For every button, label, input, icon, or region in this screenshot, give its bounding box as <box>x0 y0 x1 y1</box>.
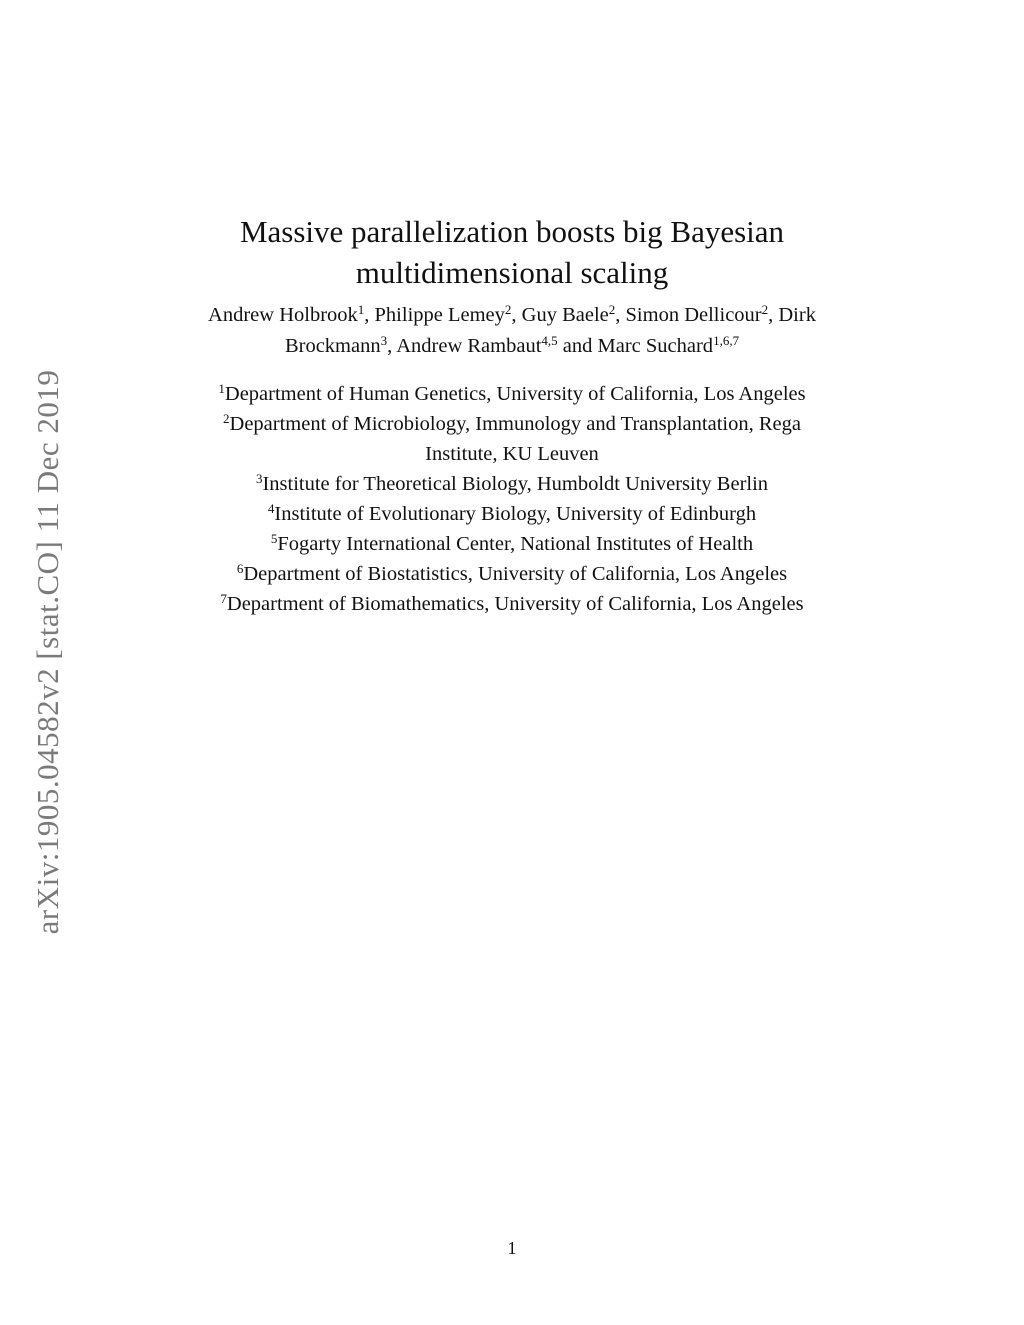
author-separator: and <box>557 335 598 357</box>
affiliation-text: Fogarty International Center, National Institutes of Health <box>277 533 754 555</box>
author-separator: , <box>615 304 626 326</box>
affiliation-marker: 1,6,7 <box>713 333 740 348</box>
affiliation-text: Department of Biomathematics, University of California, Los Angeles <box>226 593 804 615</box>
author-list <box>120 300 904 362</box>
paper-title <box>130 211 894 293</box>
author-separator: , <box>511 304 522 326</box>
affiliation-7 <box>120 589 904 619</box>
page-number: 1 <box>507 1238 517 1258</box>
affiliation-5 <box>120 529 904 559</box>
affiliation-number: 4 <box>267 501 275 516</box>
affiliation-4 <box>120 499 904 529</box>
author-name: Simon Dellicour <box>625 304 762 326</box>
affiliation-number: 3 <box>255 471 263 486</box>
affiliation-marker: 2 <box>761 302 769 317</box>
affiliation-number: 7 <box>220 591 227 606</box>
affiliation-marker: 1 <box>357 302 365 317</box>
affiliation-marker: 2 <box>608 302 616 317</box>
author-name: Guy Baele <box>521 304 609 326</box>
author-name: Brockmann <box>284 335 381 357</box>
author-line-1 <box>120 300 904 331</box>
affiliation-text: Department of Biostatistics, University of California, Los Angeles <box>243 563 788 585</box>
affiliation-1 <box>120 379 904 409</box>
author-separator: , Dirk <box>768 304 816 326</box>
author-name: Andrew Rambaut <box>396 335 542 357</box>
arxiv-identifier-stamp: arXiv:1905.04582v2 [stat.CO] 11 Dec 2019 <box>30 369 65 935</box>
affiliation-marker: 4,5 <box>541 333 558 348</box>
author-name: Marc Suchard <box>597 335 714 357</box>
author-separator: , <box>387 335 397 357</box>
affiliation-number: 6 <box>236 561 244 576</box>
affiliation-6 <box>120 559 904 589</box>
affiliation-marker: 2 <box>504 302 512 317</box>
title-line-1: Massive parallelization boosts big Bayesian <box>239 213 785 249</box>
affiliation-text: Institute of Evolutionary Biology, University of Edinburgh <box>274 503 757 525</box>
affiliation-text: Department of Human Genetics, University of California, Los Angeles <box>224 383 806 405</box>
affiliation-text: Department of Microbiology, Immunology and Transplantation, Rega <box>229 413 801 435</box>
author-name: Philippe Lemey <box>374 304 505 326</box>
affiliation-number: 2 <box>223 411 230 426</box>
affiliation-number: 5 <box>270 531 278 546</box>
affiliation-text: Institute for Theoretical Biology, Humboldt University Berlin <box>262 473 769 495</box>
affiliation-2-continued: Institute, KU Leuven <box>425 443 599 465</box>
affiliation-2 <box>120 409 904 439</box>
author-separator: , <box>364 304 375 326</box>
title-line-2: multidimensional scaling <box>355 254 669 290</box>
affiliation-marker: 3 <box>380 333 388 348</box>
author-line-2 <box>120 331 904 362</box>
author-name: Andrew Holbrook <box>208 304 358 326</box>
affiliation-list <box>120 379 904 619</box>
affiliation-3 <box>120 469 904 499</box>
affiliation-number: 1 <box>218 381 225 396</box>
